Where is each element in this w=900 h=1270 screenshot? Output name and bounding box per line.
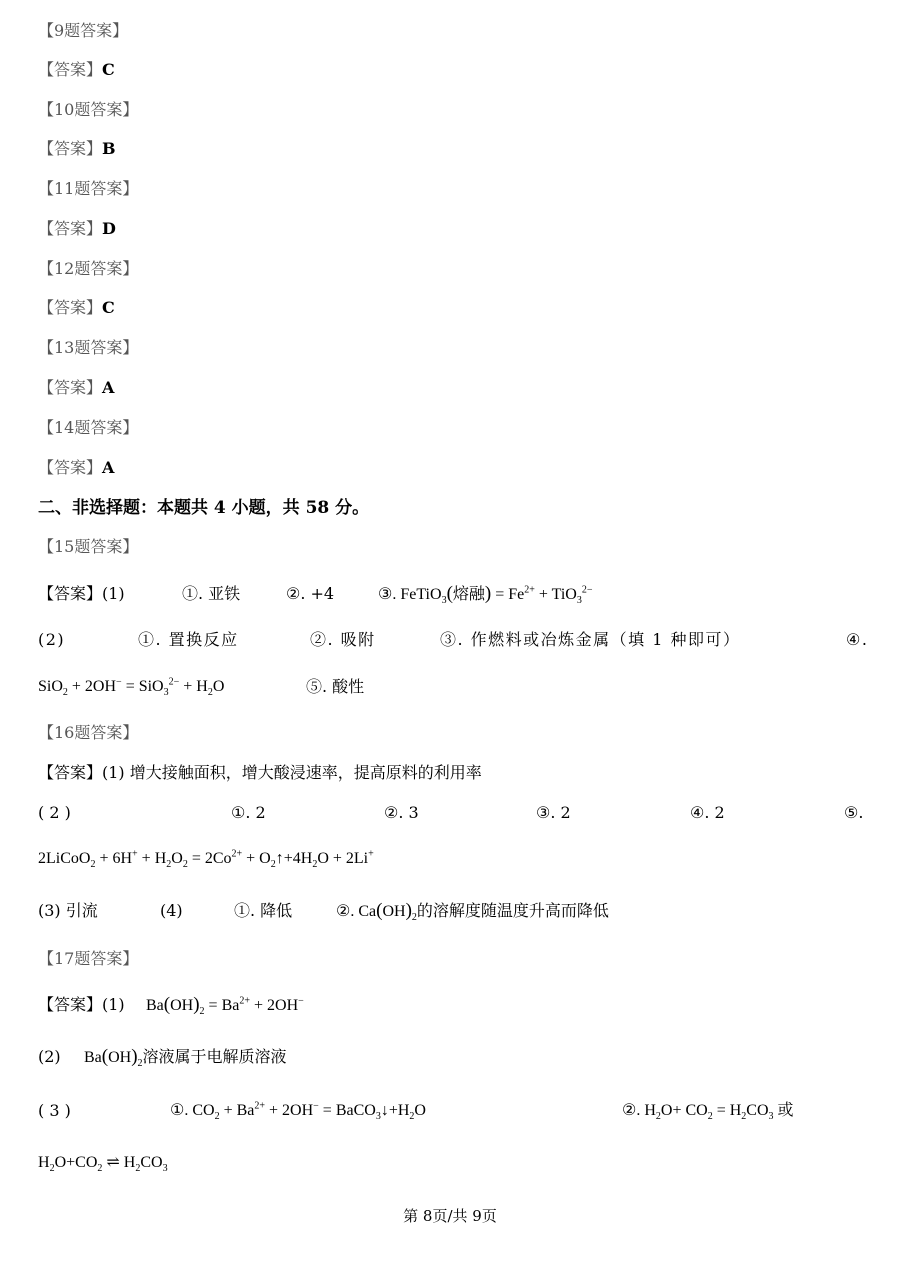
- answer-label: 【答案】: [38, 139, 103, 158]
- q9-answer: [38, 59, 115, 81]
- q17-equilibrium-equation: $H_2O+CO_2$ ⇌ $H_2CO_3$: [38, 1154, 168, 1175]
- q16-header: 【16题答案】: [38, 723, 139, 742]
- q16-part2-label: ( 2 ): [38, 803, 71, 822]
- q15-line-1: [38, 583, 870, 605]
- q11-answer: [38, 218, 116, 240]
- q16-part2-sub2: ②. 3: [384, 803, 419, 822]
- q15-sub1: ①. 亚铁: [182, 584, 241, 603]
- q11-header: 【11题答案】: [38, 179, 139, 198]
- q17-part2-text: $Ba(OH)_2$溶液属于电解质溶液: [84, 1046, 287, 1070]
- q16-part2-sub5: ⑤.: [844, 803, 864, 822]
- answer-label: 【答案】: [38, 458, 103, 477]
- q13-header: 【13题答案】: [38, 338, 139, 357]
- answer-label: 【答案】: [38, 60, 103, 79]
- q16-part2-sub3: ③. 2: [536, 803, 571, 822]
- answer-value: C: [102, 298, 115, 317]
- page-number: 第 8页/共 9页: [403, 1207, 497, 1225]
- q16-part3: (3) 引流: [38, 901, 98, 920]
- q15-line-3: [38, 676, 870, 698]
- answer-value: B: [102, 139, 116, 158]
- q15-sio2-equation: $SiO_2 + 2OH^- = SiO_3^{2-} + H_2O$: [38, 676, 225, 699]
- answer-value: C: [102, 60, 115, 79]
- q17-header: 【17题答案】: [38, 949, 139, 968]
- q16-part4-sub2: ②. $Ca(OH)_2$的溶解度随温度升高而降低: [336, 900, 609, 924]
- q15-sub3-equation: ③. FeTiO$_3$(熔融) = $Fe^{2+} + TiO_3^{2-}$: [378, 583, 593, 607]
- q17-line-1: [38, 994, 870, 1016]
- q15-part2-sub3: ③. 作燃料或冶炼金属（填 1 种即可）: [440, 630, 741, 649]
- q17-part3-sub1: ①. $CO_2 + Ba^{2+} + 2OH^-$ = $BaCO_3↓+H_2O$: [170, 1100, 426, 1123]
- section-title: 二、非选择题：本题共 4 小题，共 58 分。: [38, 498, 370, 518]
- q10-header: 【10题答案】: [38, 100, 139, 119]
- q15-part2-label: (2): [38, 630, 66, 649]
- q16-part2-sub1: ①. 2: [231, 803, 266, 822]
- item-prefix: ③.: [378, 586, 397, 603]
- q17-baoh2-equation: $Ba(OH)_2 = Ba^{2+} + 2OH^-$: [146, 994, 304, 1018]
- q17-line-3: [38, 1100, 870, 1122]
- q17-part3-label: ( 3 ): [38, 1101, 71, 1120]
- q16-line-4: [38, 900, 870, 922]
- q16-part2-sub4: ④. 2: [690, 803, 725, 822]
- q16-part4-label: (4): [160, 901, 183, 920]
- q12-answer: [38, 297, 115, 319]
- answer-label: 【答案】: [38, 378, 103, 397]
- q17-line-4: [38, 1152, 870, 1174]
- q15-header: 【15题答案】: [38, 537, 139, 556]
- q15-answer-label: 【答案】(1): [38, 584, 125, 603]
- q15-part2-sub2: ②. 吸附: [310, 630, 376, 649]
- q15-part2-sub1: ①. 置换反应: [138, 630, 239, 649]
- q15-sub2: ②. +4: [286, 584, 335, 603]
- q17-part3-sub2: ②. $H_2O+ CO_2 = H_2CO_3$ 或: [622, 1102, 794, 1123]
- q10-answer: [38, 138, 116, 160]
- q17-line-2: [38, 1046, 870, 1068]
- equilibrium-arrow-icon: ⇌: [106, 1154, 120, 1171]
- answer-label: 【答案】: [38, 298, 103, 317]
- q9-header: 【9题答案】: [38, 21, 129, 40]
- answer-value: A: [102, 378, 115, 397]
- q16-line-2: [38, 802, 870, 824]
- q15-part2-sub5: ⑤. 酸性: [306, 677, 365, 696]
- q17-answer-label: 【答案】(1): [38, 995, 125, 1014]
- q16-line-3: [38, 848, 870, 870]
- q16-licoo2-equation: 2LiCoO$_2$ + $6H^+ + H_2O_2 = 2Co^{2+}$ + $O_2↑+4H_2O + 2Li^+$: [38, 848, 374, 871]
- q14-answer: [38, 457, 114, 479]
- q12-header: 【12题答案】: [38, 259, 139, 278]
- answer-label: 【答案】: [38, 219, 103, 238]
- answer-value: D: [102, 219, 116, 238]
- answer-value: A: [102, 458, 115, 477]
- q13-answer: [38, 377, 114, 399]
- q14-header: 【14题答案】: [38, 418, 139, 437]
- q15-line-2: [38, 629, 870, 651]
- or-word: 或: [777, 1102, 794, 1119]
- q15-part2-sub4: ④.: [846, 630, 869, 649]
- q16-part4-sub1: ①. 降低: [234, 901, 293, 920]
- q16-line-1: 【答案】(1) 增大接触面积，增大酸浸速率，提高原料的利用率: [38, 763, 482, 782]
- q17-part2-label: (2): [38, 1047, 61, 1066]
